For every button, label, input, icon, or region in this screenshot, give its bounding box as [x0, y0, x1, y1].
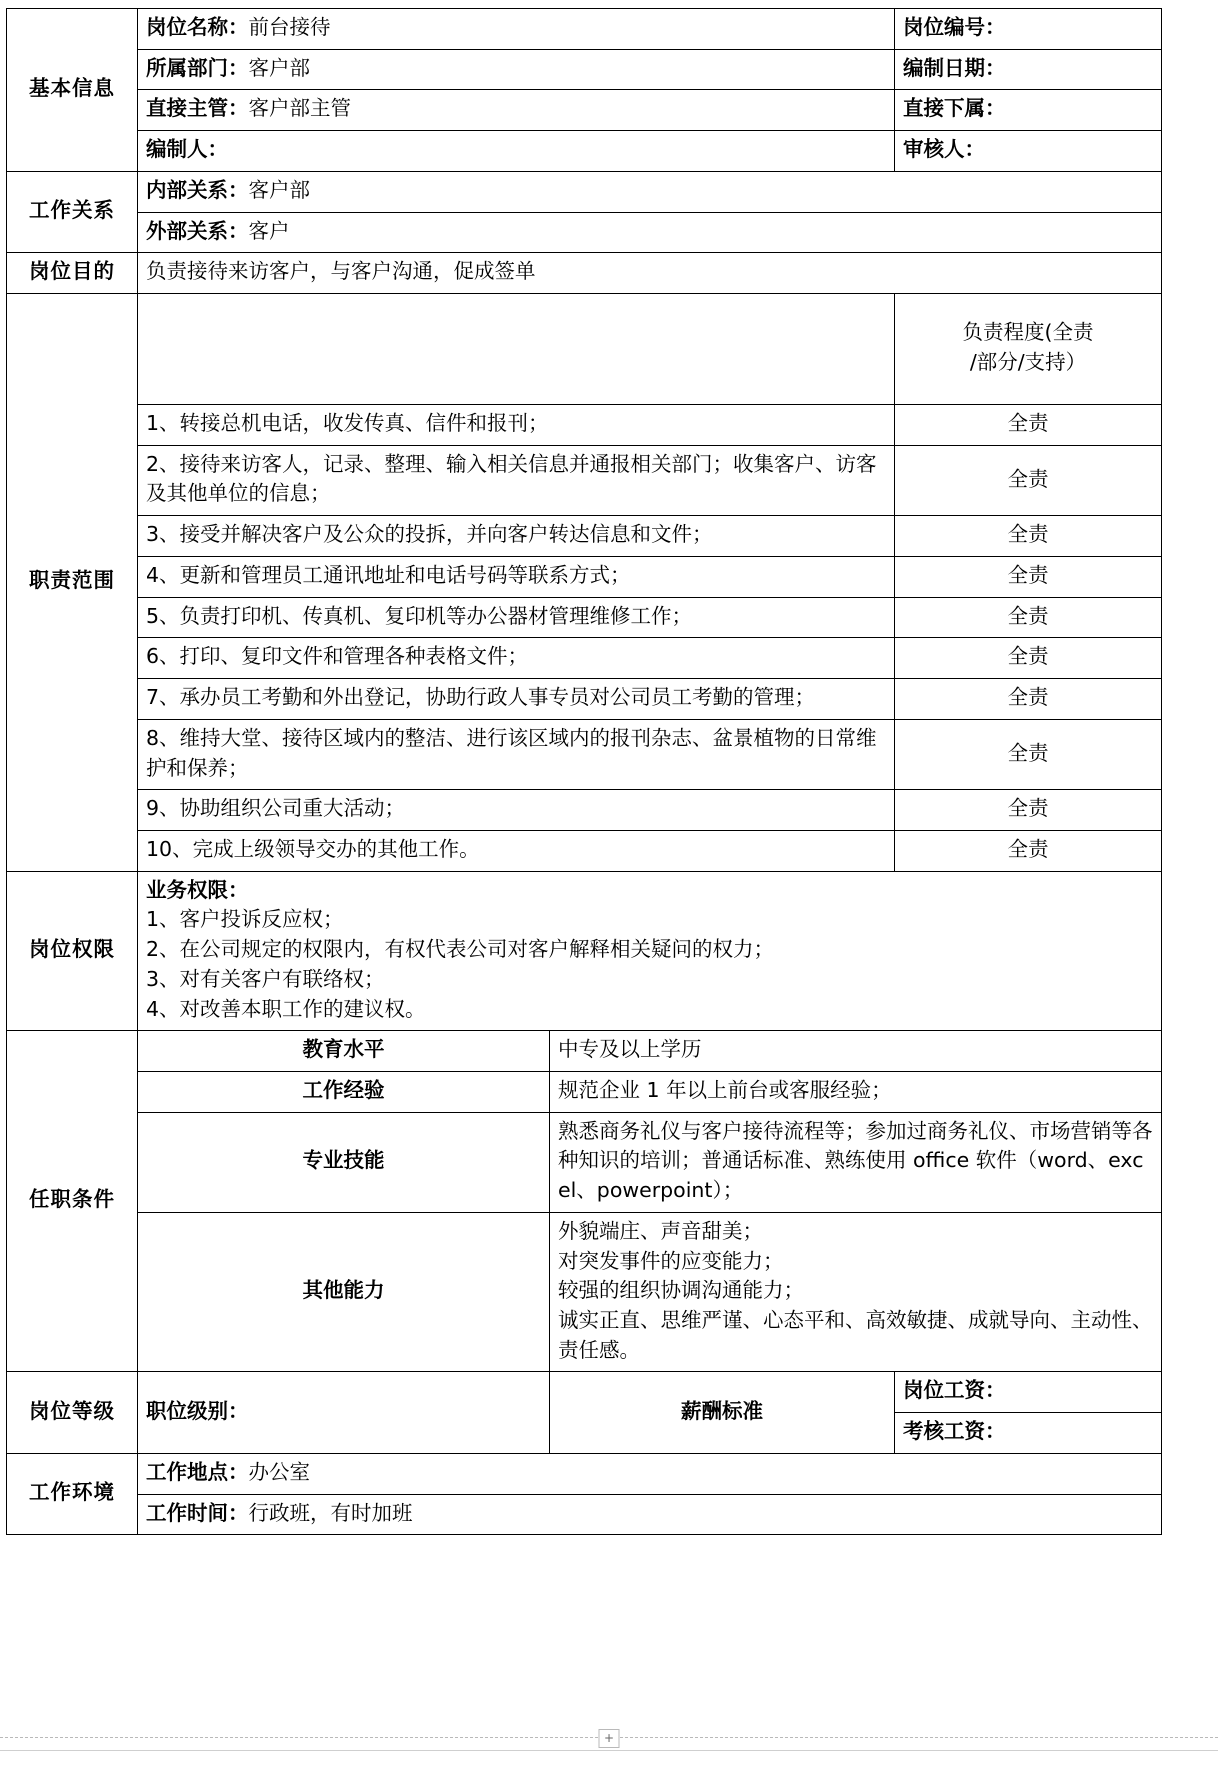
- duty-text: 10、完成上级领导交办的其他工作。: [138, 830, 895, 871]
- work-hours-label: 工作时间：: [146, 1500, 249, 1525]
- qualification-value-experience: 规范企业 1 年以上前台或客服经验；: [550, 1071, 1162, 1112]
- duty-accountability: 全责: [895, 790, 1162, 831]
- duty-accountability: 全责: [895, 556, 1162, 597]
- section-label-work-relations: 工作关系: [7, 171, 138, 252]
- section-label-work-environment: 工作环境: [7, 1453, 138, 1534]
- job-description-table: [6, 8, 1162, 1535]
- table-row-qualification-education: [7, 1031, 1162, 1072]
- field-prepared-date: [895, 49, 1162, 90]
- page-footer-divider: [0, 1750, 1218, 1779]
- table-row-basic-info-1: [7, 9, 1162, 50]
- authority-heading: 业务权限：: [146, 877, 249, 902]
- internal-relations-label: 内部关系：: [146, 177, 249, 202]
- external-relations-value: 客户: [248, 218, 290, 243]
- table-row-duty: [7, 790, 1162, 831]
- authority-item: 2、在公司规定的权限内，有权代表公司对客户解释相关疑问的权力；: [146, 937, 775, 962]
- field-work-location: [138, 1453, 1162, 1494]
- field-job-title: [138, 9, 895, 50]
- page-break-divider: [0, 1731, 1218, 1745]
- job-description-page: [0, 8, 1218, 1779]
- duty-text: 4、更新和管理员工通讯地址和电话号码等联系方式；: [138, 556, 895, 597]
- field-direct-subordinate: [895, 90, 1162, 131]
- accountability-column-header: [895, 294, 1162, 405]
- prepared-date-label: 编制日期：: [903, 55, 1006, 80]
- duty-accountability: 全责: [895, 638, 1162, 679]
- qualification-label-education: 教育水平: [138, 1031, 550, 1072]
- duty-text: 6、打印、复印文件和管理各种表格文件；: [138, 638, 895, 679]
- table-row-authority: [7, 871, 1162, 1031]
- section-label-basic-info: 基本信息: [7, 9, 138, 172]
- prepared-by-label: 编制人：: [146, 137, 228, 162]
- qualification-value-skills: 熟悉商务礼仪与客户接待流程等；参加过商务礼仪、市场营销等各种知识的培训；普通话标准、熟练使用 office 软件（word、excel、powerpoint）；: [550, 1112, 1162, 1212]
- duty-accountability: 全责: [895, 679, 1162, 720]
- external-relations-label: 外部关系：: [146, 218, 249, 243]
- field-job-code: [895, 9, 1162, 50]
- table-row-duty: [7, 830, 1162, 871]
- department-value: 客户部: [248, 55, 310, 80]
- table-row-work-hours: [7, 1494, 1162, 1535]
- section-label-job-grade: 岗位等级: [7, 1372, 138, 1453]
- internal-relations-value: 客户部: [248, 177, 310, 202]
- qualification-label-skills: 专业技能: [138, 1112, 550, 1212]
- table-row-qualification-experience: [7, 1071, 1162, 1112]
- section-label-job-purpose: 岗位目的: [7, 253, 138, 294]
- table-row-job-purpose: [7, 253, 1162, 294]
- salary-standard-label: 薪酬标准: [550, 1372, 895, 1453]
- position-level-field: [138, 1372, 550, 1453]
- other-ability-line: 诚实正直、思维严谨、心态平和、高效敏捷、成就导向、主动性、责任感。: [558, 1308, 1153, 1362]
- work-location-value: 办公室: [248, 1459, 310, 1484]
- section-label-duties-scope: 职责范围: [7, 294, 138, 872]
- duty-text: 9、协助组织公司重大活动；: [138, 790, 895, 831]
- duty-text: 7、承办员工考勤和外出登记，协助行政人事专员对公司员工考勤的管理；: [138, 679, 895, 720]
- table-row-qualification-skills: [7, 1112, 1162, 1212]
- table-row-duty: [7, 719, 1162, 789]
- table-row-duty: [7, 405, 1162, 446]
- assessment-salary-field: [895, 1413, 1162, 1454]
- duty-accountability: 全责: [895, 405, 1162, 446]
- post-salary-label: 岗位工资：: [903, 1378, 1006, 1403]
- department-label: 所属部门：: [146, 55, 249, 80]
- table-row-duty: [7, 556, 1162, 597]
- table-row-work-relations-internal: [7, 171, 1162, 212]
- authority-item: 4、对改善本职工作的建议权。: [146, 996, 426, 1021]
- position-level-label: 职位级别：: [146, 1398, 249, 1423]
- job-title-label: 岗位名称：: [146, 15, 249, 39]
- table-row-duty: [7, 638, 1162, 679]
- duty-accountability: 全责: [895, 830, 1162, 871]
- duty-text: 5、负责打印机、传真机、复印机等办公器材管理维修工作；: [138, 597, 895, 638]
- authority-content: [138, 871, 1162, 1031]
- assessment-salary-label: 考核工资：: [903, 1419, 1006, 1444]
- authority-item: 3、对有关客户有联络权；: [146, 966, 385, 991]
- other-ability-line: 外貌端庄、声音甜美；: [558, 1218, 763, 1243]
- section-label-qualifications: 任职条件: [7, 1031, 138, 1372]
- table-row-duty: [7, 516, 1162, 557]
- table-row-work-relations-external: [7, 212, 1162, 253]
- duty-accountability: 全责: [895, 597, 1162, 638]
- job-purpose-text: 负责接待来访客户，与客户沟通，促成签单: [138, 253, 1162, 294]
- field-internal-relations: [138, 171, 1162, 212]
- work-hours-value: 行政班，有时加班: [248, 1500, 413, 1525]
- duty-accountability: 全责: [895, 516, 1162, 557]
- direct-supervisor-label: 直接主管：: [146, 96, 249, 121]
- work-location-label: 工作地点：: [146, 1459, 249, 1484]
- post-salary-field: [895, 1372, 1162, 1413]
- duties-blank-header: [138, 294, 895, 405]
- qualification-label-experience: 工作经验: [138, 1071, 550, 1112]
- section-label-authority: 岗位权限: [7, 871, 138, 1031]
- qualification-label-other: 其他能力: [138, 1212, 550, 1372]
- qualification-value-education: 中专及以上学历: [550, 1031, 1162, 1072]
- other-ability-line: 对突发事件的应变能力；: [558, 1248, 784, 1273]
- accountability-header-line-1: 负责程度(全责: [962, 320, 1094, 345]
- table-row-duty: [7, 445, 1162, 515]
- duty-accountability: 全责: [895, 445, 1162, 515]
- reviewed-by-label: 审核人：: [903, 137, 985, 162]
- direct-supervisor-value: 客户部主管: [248, 96, 351, 121]
- table-row-work-location: [7, 1453, 1162, 1494]
- table-row-basic-info-2: [7, 49, 1162, 90]
- table-row-duty: [7, 679, 1162, 720]
- job-title-value: 前台接待: [248, 15, 331, 39]
- field-department: [138, 49, 895, 90]
- accountability-header-line-2: /部分/支持）: [969, 350, 1087, 375]
- duty-text: 3、接受并解决客户及公众的投拆，并向客户转达信息和文件；: [138, 516, 895, 557]
- direct-subordinate-label: 直接下属：: [903, 96, 1006, 121]
- authority-item: 1、客户投诉反应权；: [146, 907, 344, 932]
- table-row-duties-header: [7, 294, 1162, 405]
- job-code-label: 岗位编号：: [903, 15, 1006, 39]
- page-break-expand-button[interactable]: +: [599, 1729, 620, 1748]
- duty-accountability: 全责: [895, 719, 1162, 789]
- table-row-basic-info-4: [7, 131, 1162, 172]
- table-row-duty: [7, 597, 1162, 638]
- table-row-qualification-other: [7, 1212, 1162, 1372]
- field-external-relations: [138, 212, 1162, 253]
- duty-text: 2、接待来访客人，记录、整理、输入相关信息并通报相关部门；收集客户、访客及其他单位的信息；: [138, 445, 895, 515]
- field-direct-supervisor: [138, 90, 895, 131]
- duty-text: 8、维持大堂、接待区域内的整洁、进行该区域内的报刊杂志、盆景植物的日常维护和保养；: [138, 719, 895, 789]
- field-work-hours: [138, 1494, 1162, 1535]
- duty-text: 1、转接总机电话，收发传真、信件和报刊；: [138, 405, 895, 446]
- other-ability-line: 较强的组织协调沟通能力；: [558, 1278, 804, 1303]
- table-row-job-grade-post-salary: [7, 1372, 1162, 1413]
- qualification-value-other: [550, 1212, 1162, 1372]
- table-row-basic-info-3: [7, 90, 1162, 131]
- field-prepared-by: [138, 131, 895, 172]
- field-reviewed-by: [895, 131, 1162, 172]
